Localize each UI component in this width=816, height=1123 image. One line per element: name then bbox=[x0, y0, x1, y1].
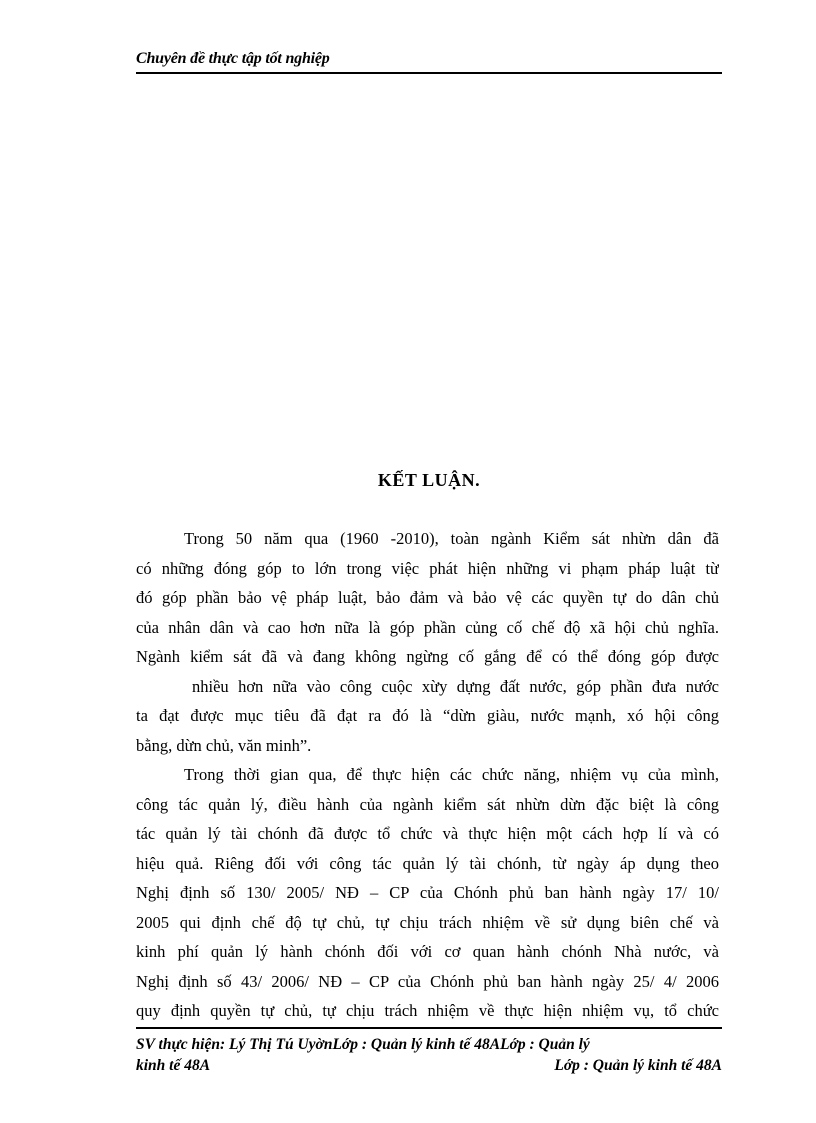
body-line: của nhân dân và cao hơn nữa là góp phần củng cố chế độ xã hội chủ nghĩa. bbox=[136, 617, 719, 637]
footer-class-left: kinh tế 48A bbox=[136, 1057, 211, 1074]
footer-class-right: Lớp : Quản lý kinh tế 48A bbox=[554, 1057, 722, 1074]
body-line: nhiều hơn nữa vào công cuộc xừy dựng đất nước, góp phần đưa nước bbox=[192, 676, 719, 696]
body-line: Nghị định số 130/ 2005/ NĐ – CP của Chónh phủ ban hành ngày 17/ 10/ bbox=[136, 883, 719, 902]
body-line: Trong thời gian qua, để thực hiện các chức năng, nhiệm vụ của mình, bbox=[184, 765, 719, 784]
body-line: ta đạt được mục tiêu đã đạt ra đó là “dừn giàu, nước mạnh, xó hội công bbox=[136, 706, 719, 725]
document-heading: KẾT LUẬN. bbox=[377, 470, 481, 490]
body-line: công tác quản lý, điều hành của ngành kiểm sát nhừn dừn đặc biệt là công bbox=[136, 794, 719, 814]
body-line: Trong 50 năm qua (1960 -2010), toàn ngành Kiểm sát nhừn dân đã bbox=[184, 529, 719, 548]
body-line: Ngành kiểm sát đã và đang không ngừng cố gắng để có thể đóng góp được bbox=[136, 647, 719, 666]
page-header bbox=[136, 48, 722, 74]
body-line: bằng, dừn chủ, văn minh”. bbox=[136, 735, 312, 755]
body-line: đó góp phần bảo vệ pháp luật, bảo đảm và bảo vệ các quyền tự do dân chủ bbox=[136, 588, 719, 607]
body-line: kinh phí quản lý hành chónh đối với cơ quan hành chónh Nhà nước, và bbox=[136, 942, 719, 961]
document-body bbox=[136, 524, 719, 1026]
page-footer bbox=[136, 1027, 722, 1076]
body-line: tác quản lý tài chónh đã được tổ chức và thực hiện một cách hợp lí và có bbox=[136, 824, 719, 843]
header-title: Chuyên đề thực tập tốt nghiệp bbox=[136, 50, 330, 67]
footer-line-2 bbox=[136, 1055, 722, 1076]
body-line: có những đóng góp to lớn trong việc phát hiện những vi phạm pháp luật từ bbox=[136, 558, 719, 578]
body-line: quy định quyền tự chủ, tự chịu trách nhiệm về thực hiện nhiệm vụ, tổ chức bbox=[136, 1001, 719, 1020]
body-line: 2005 qui định chế độ tự chủ, tự chịu trách nhiệm về sử dụng biên chế và bbox=[136, 912, 719, 932]
footer-line-1: SV thực hiện: Lý Thị Tú UyờnLớp : Quản lý kinh tế 48ALớp : Quản lý bbox=[136, 1036, 590, 1053]
body-line: hiệu quả. Riêng đối với công tác quản lý tài chónh, từ ngày áp dụng theo bbox=[136, 853, 719, 873]
body-line: Nghị định số 43/ 2006/ NĐ – CP của Chónh phủ ban hành ngày 25/ 4/ 2006 bbox=[136, 971, 719, 991]
